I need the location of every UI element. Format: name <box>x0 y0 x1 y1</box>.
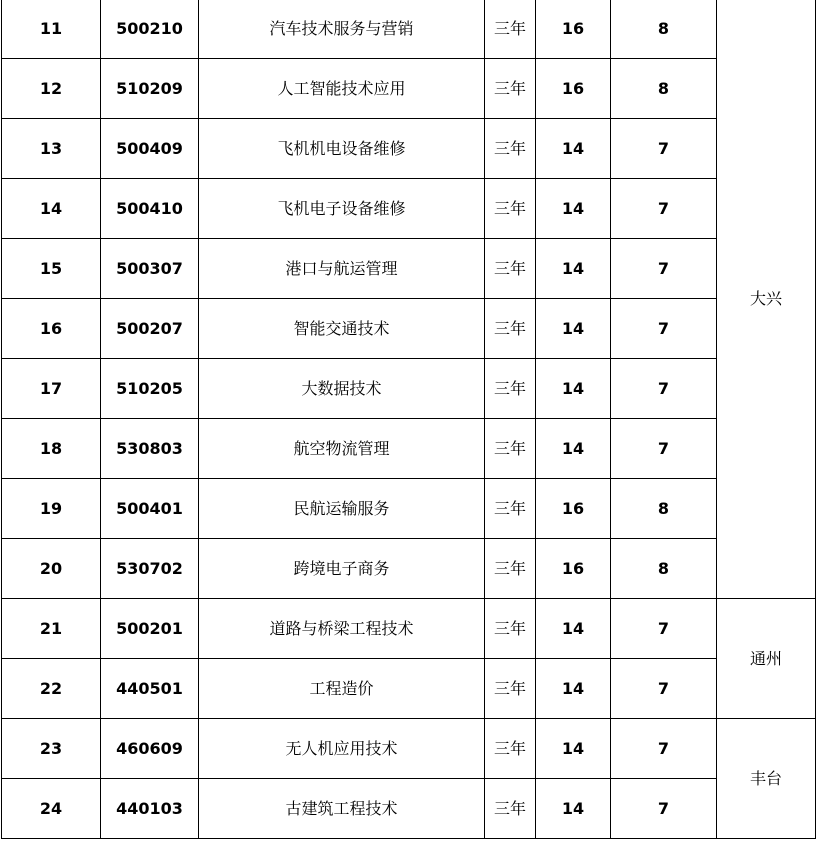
major-code: 500207 <box>101 299 199 359</box>
plan-count: 16 <box>536 59 611 119</box>
major-name: 智能交通技术 <box>199 299 485 359</box>
major-code: 500401 <box>101 479 199 539</box>
row-number: 17 <box>2 359 101 419</box>
table-row <box>2 719 816 779</box>
major-code: 440103 <box>101 779 199 839</box>
row-number: 23 <box>2 719 101 779</box>
sub-count: 7 <box>611 419 717 479</box>
study-years: 三年 <box>485 419 536 479</box>
study-years: 三年 <box>485 659 536 719</box>
table-row <box>2 659 816 719</box>
major-name: 飞机电子设备维修 <box>199 179 485 239</box>
sub-count: 8 <box>611 539 717 599</box>
plan-count: 14 <box>536 779 611 839</box>
sub-count: 7 <box>611 779 717 839</box>
major-code: 440501 <box>101 659 199 719</box>
row-number: 14 <box>2 179 101 239</box>
table-row <box>2 539 816 599</box>
plan-count: 14 <box>536 419 611 479</box>
major-name: 港口与航运管理 <box>199 239 485 299</box>
plan-count: 14 <box>536 599 611 659</box>
major-name: 无人机应用技术 <box>199 719 485 779</box>
sub-count: 8 <box>611 0 717 59</box>
sub-count: 7 <box>611 719 717 779</box>
plan-count: 14 <box>536 239 611 299</box>
plan-count: 14 <box>536 179 611 239</box>
major-code: 510205 <box>101 359 199 419</box>
study-years: 三年 <box>485 239 536 299</box>
table-row <box>2 239 816 299</box>
row-number: 11 <box>2 0 101 59</box>
table-row <box>2 419 816 479</box>
study-years: 三年 <box>485 119 536 179</box>
major-name: 汽车技术服务与营销 <box>199 0 485 59</box>
row-number: 20 <box>2 539 101 599</box>
row-number: 12 <box>2 59 101 119</box>
major-name: 民航运输服务 <box>199 479 485 539</box>
major-code: 530803 <box>101 419 199 479</box>
major-name: 工程造价 <box>199 659 485 719</box>
district-daxing: 大兴 <box>717 0 816 599</box>
study-years: 三年 <box>485 0 536 59</box>
table-row <box>2 779 816 839</box>
major-name: 人工智能技术应用 <box>199 59 485 119</box>
row-number: 13 <box>2 119 101 179</box>
enrollment-table <box>1 0 816 839</box>
table-row <box>2 599 816 659</box>
sub-count: 8 <box>611 479 717 539</box>
sub-count: 8 <box>611 59 717 119</box>
table-row <box>2 299 816 359</box>
plan-count: 16 <box>536 0 611 59</box>
table-row <box>2 0 816 59</box>
plan-count: 14 <box>536 659 611 719</box>
table-row <box>2 359 816 419</box>
study-years: 三年 <box>485 179 536 239</box>
row-number: 16 <box>2 299 101 359</box>
study-years: 三年 <box>485 479 536 539</box>
study-years: 三年 <box>485 719 536 779</box>
row-number: 21 <box>2 599 101 659</box>
sub-count: 7 <box>611 119 717 179</box>
major-code: 500409 <box>101 119 199 179</box>
major-name: 大数据技术 <box>199 359 485 419</box>
major-name: 跨境电子商务 <box>199 539 485 599</box>
table-row <box>2 119 816 179</box>
major-name: 飞机机电设备维修 <box>199 119 485 179</box>
major-name: 道路与桥梁工程技术 <box>199 599 485 659</box>
study-years: 三年 <box>485 59 536 119</box>
plan-count: 14 <box>536 359 611 419</box>
major-code: 500201 <box>101 599 199 659</box>
sub-count: 7 <box>611 659 717 719</box>
major-name: 航空物流管理 <box>199 419 485 479</box>
major-name: 古建筑工程技术 <box>199 779 485 839</box>
sub-count: 7 <box>611 359 717 419</box>
district-tongzhou: 通州 <box>717 599 816 719</box>
major-code: 530702 <box>101 539 199 599</box>
row-number: 19 <box>2 479 101 539</box>
sub-count: 7 <box>611 239 717 299</box>
major-code: 500410 <box>101 179 199 239</box>
plan-count: 14 <box>536 719 611 779</box>
district-fengtai: 丰台 <box>717 719 816 839</box>
major-code: 510209 <box>101 59 199 119</box>
sub-count: 7 <box>611 599 717 659</box>
study-years: 三年 <box>485 539 536 599</box>
plan-count: 14 <box>536 299 611 359</box>
table-row <box>2 479 816 539</box>
table-row <box>2 59 816 119</box>
major-code: 500210 <box>101 0 199 59</box>
study-years: 三年 <box>485 779 536 839</box>
row-number: 24 <box>2 779 101 839</box>
plan-count: 16 <box>536 539 611 599</box>
sub-count: 7 <box>611 179 717 239</box>
study-years: 三年 <box>485 599 536 659</box>
plan-count: 14 <box>536 119 611 179</box>
major-code: 500307 <box>101 239 199 299</box>
row-number: 15 <box>2 239 101 299</box>
table-row <box>2 179 816 239</box>
major-code: 460609 <box>101 719 199 779</box>
row-number: 18 <box>2 419 101 479</box>
plan-count: 16 <box>536 479 611 539</box>
row-number: 22 <box>2 659 101 719</box>
study-years: 三年 <box>485 359 536 419</box>
sub-count: 7 <box>611 299 717 359</box>
study-years: 三年 <box>485 299 536 359</box>
